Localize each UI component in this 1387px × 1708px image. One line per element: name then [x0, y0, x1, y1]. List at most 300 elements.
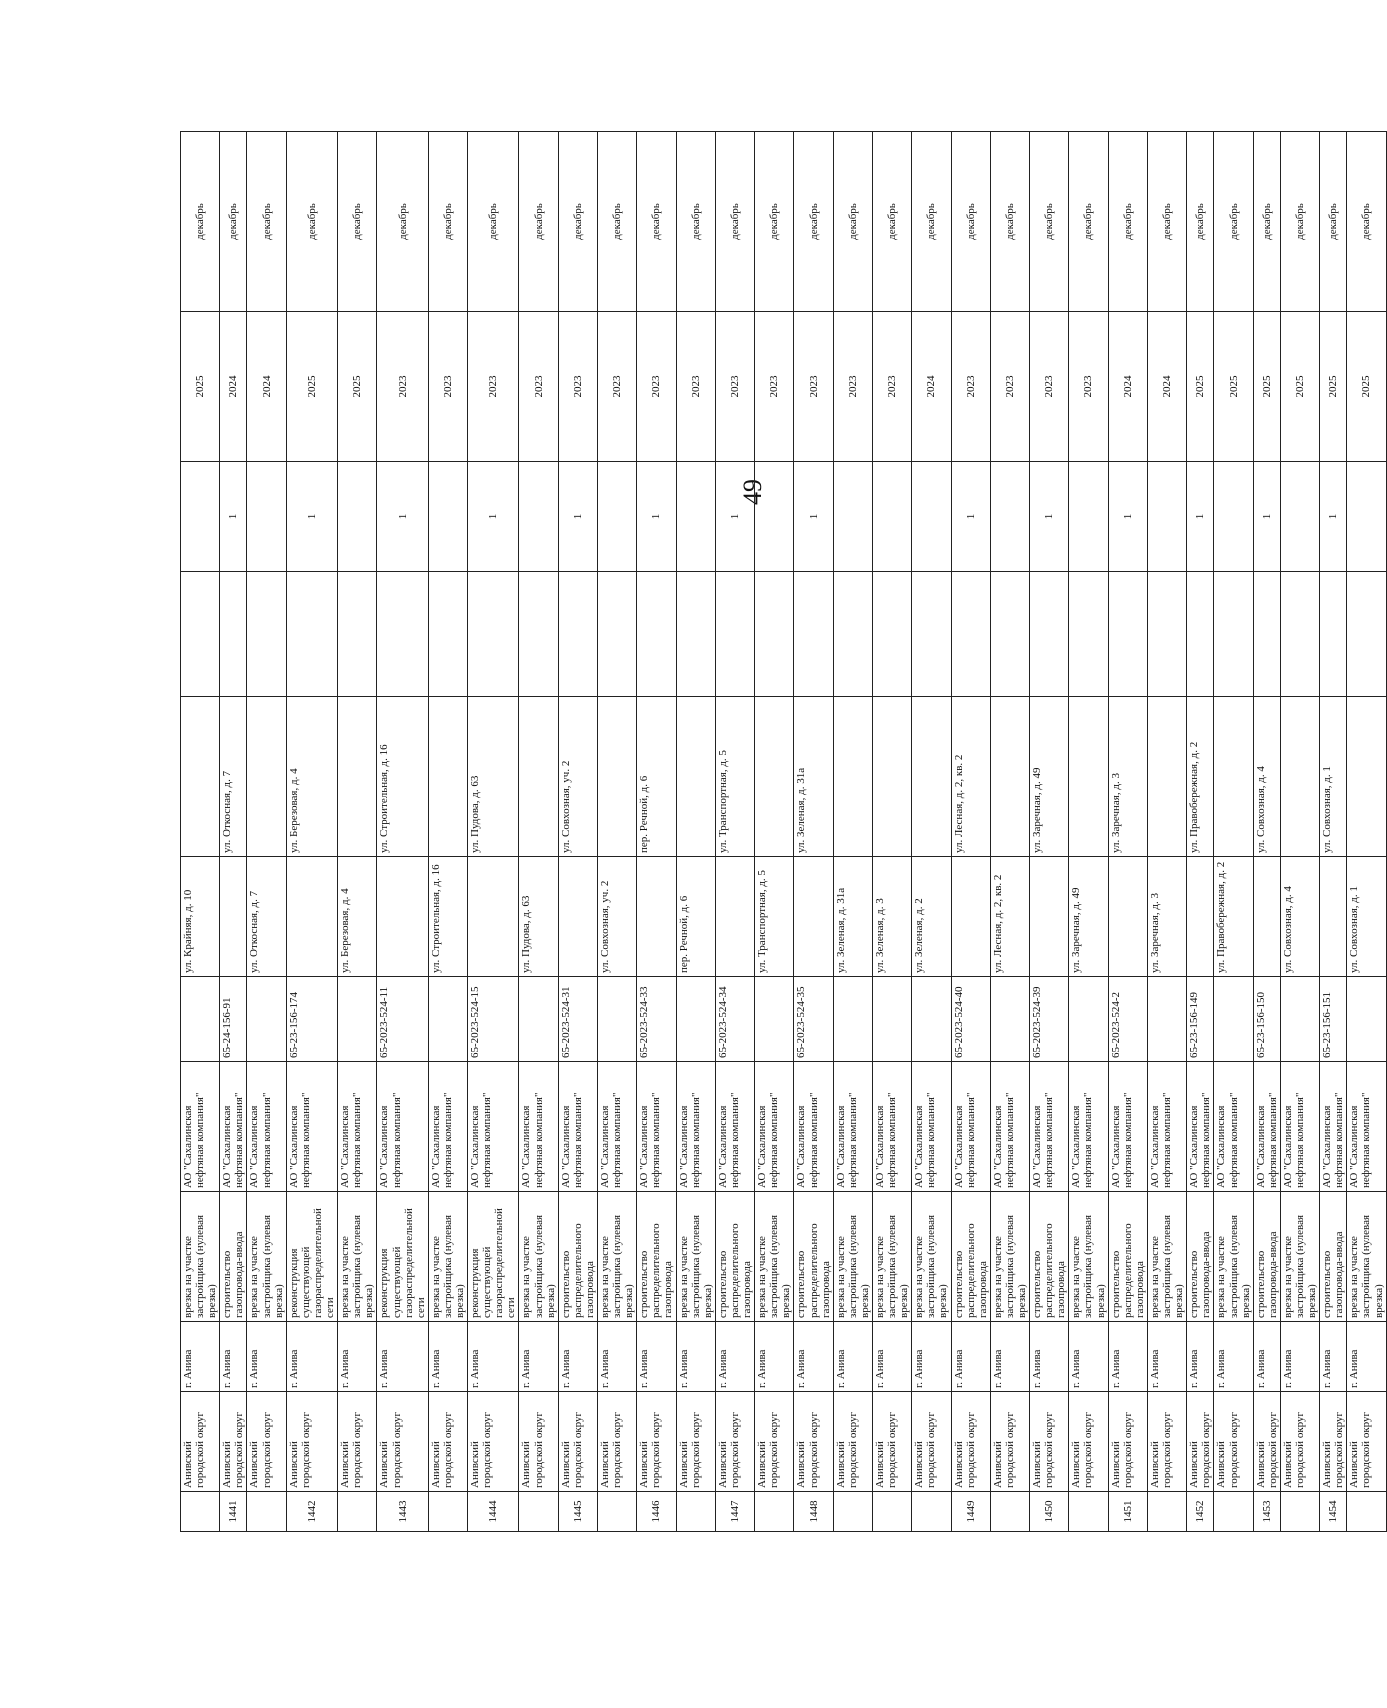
row-number: [1214, 1492, 1253, 1532]
work-type-cell: реконструкция существующей газораспределительной сети: [468, 1192, 519, 1322]
quantity-cell: 1: [286, 462, 337, 572]
year-cell: 2023: [519, 312, 558, 462]
address-cell: [558, 857, 597, 977]
table-row: [247, 132, 286, 1532]
okrug-cell: Анивский городской округ: [715, 1392, 754, 1492]
okrug-cell: Анивский городской округ: [558, 1392, 597, 1492]
empty-cell: [428, 572, 467, 697]
project-code-cell: 65-2023-524-2: [1108, 977, 1147, 1062]
quantity-cell: [990, 462, 1029, 572]
row-number: 1443: [377, 1492, 428, 1532]
okrug-cell: Анивский городской округ: [1030, 1392, 1069, 1492]
city-cell: г. Анива: [715, 1322, 754, 1392]
address-cell: ул. Правобережная, д. 2: [1214, 857, 1253, 977]
table-row: [1187, 132, 1214, 1532]
work-type-cell: строительство газопровода-ввода: [220, 1192, 247, 1322]
okrug-cell: Анивский городской округ: [286, 1392, 337, 1492]
city-cell: г. Анива: [1320, 1322, 1347, 1392]
city-cell: г. Анива: [286, 1322, 337, 1392]
project-code-cell: 65-2023-524-31: [558, 977, 597, 1062]
year-cell: 2025: [1320, 312, 1347, 462]
empty-cell: [990, 572, 1029, 697]
address-cell: [377, 857, 428, 977]
empty-cell: [468, 572, 519, 697]
city-cell: г. Анива: [1147, 1322, 1186, 1392]
month-cell: декабрь: [220, 132, 247, 312]
work-type-cell: врезка на участке застройщика (нулевая врезка): [755, 1192, 794, 1322]
table-row: [1280, 132, 1319, 1532]
table-row: [181, 132, 220, 1532]
table-row: [872, 132, 911, 1532]
work-type-cell: врезка на участке застройщика (нулевая врезка): [247, 1192, 286, 1322]
okrug-cell: Анивский городской округ: [1280, 1392, 1319, 1492]
okrug-cell: Анивский городской округ: [338, 1392, 377, 1492]
okrug-cell: Анивский городской округ: [1320, 1392, 1347, 1492]
month-cell: декабрь: [519, 132, 558, 312]
object-address-cell: [1347, 697, 1386, 857]
work-type-cell: врезка на участке застройщика (нулевая врезка): [1280, 1192, 1319, 1322]
year-cell: 2024: [1147, 312, 1186, 462]
object-address-cell: ул. Откосная, д. 7: [220, 697, 247, 857]
quantity-cell: [755, 462, 794, 572]
object-address-cell: [519, 697, 558, 857]
object-address-cell: [990, 697, 1029, 857]
table-row: [1147, 132, 1186, 1532]
object-address-cell: [181, 697, 220, 857]
okrug-cell: Анивский городской округ: [990, 1392, 1029, 1492]
okrug-cell: Анивский городской округ: [1347, 1392, 1386, 1492]
object-address-cell: [872, 697, 911, 857]
table-row: [558, 132, 597, 1532]
empty-cell: [519, 572, 558, 697]
empty-cell: [1147, 572, 1186, 697]
organization-cell: АО "Сахалинская нефтяная компания": [1214, 1062, 1253, 1192]
work-type-cell: строительство распределительного газопровода: [715, 1192, 754, 1322]
organization-cell: АО "Сахалинская нефтяная компания": [1030, 1062, 1069, 1192]
city-cell: г. Анива: [872, 1322, 911, 1392]
project-code-cell: 65-23-156-151: [1320, 977, 1347, 1062]
object-address-cell: пер. Речной, д. 6: [637, 697, 676, 857]
year-cell: 2023: [872, 312, 911, 462]
empty-cell: [1187, 572, 1214, 697]
organization-cell: АО "Сахалинская нефтяная компания": [468, 1062, 519, 1192]
empty-cell: [598, 572, 637, 697]
city-cell: г. Анива: [755, 1322, 794, 1392]
quantity-cell: [181, 462, 220, 572]
empty-cell: [755, 572, 794, 697]
city-cell: г. Анива: [794, 1322, 833, 1392]
work-type-cell: врезка на участке застройщика (нулевая врезка): [833, 1192, 872, 1322]
month-cell: декабрь: [181, 132, 220, 312]
project-code-cell: [519, 977, 558, 1062]
organization-cell: АО "Сахалинская нефтяная компания": [912, 1062, 951, 1192]
month-cell: декабрь: [247, 132, 286, 312]
table-row: [912, 132, 951, 1532]
row-number: [912, 1492, 951, 1532]
okrug-cell: Анивский городской округ: [1108, 1392, 1147, 1492]
city-cell: г. Анива: [468, 1322, 519, 1392]
table-row: [715, 132, 754, 1532]
address-cell: [1030, 857, 1069, 977]
table-row: [755, 132, 794, 1532]
city-cell: г. Анива: [598, 1322, 637, 1392]
project-code-cell: [181, 977, 220, 1062]
quantity-cell: 1: [1108, 462, 1147, 572]
row-number: [990, 1492, 1029, 1532]
row-number: 1454: [1320, 1492, 1347, 1532]
address-cell: [468, 857, 519, 977]
organization-cell: АО "Сахалинская нефтяная компания": [247, 1062, 286, 1192]
project-code-cell: 65-2023-524-33: [637, 977, 676, 1062]
table-row: [468, 132, 519, 1532]
row-number: 1453: [1253, 1492, 1280, 1532]
object-address-cell: ул. Березовая, д. 4: [286, 697, 337, 857]
work-type-cell: врезка на участке застройщика (нулевая врезка): [1147, 1192, 1186, 1322]
work-type-cell: врезка на участке застройщика (нулевая врезка): [338, 1192, 377, 1322]
empty-cell: [1320, 572, 1347, 697]
okrug-cell: Анивский городской округ: [872, 1392, 911, 1492]
project-code-cell: [338, 977, 377, 1062]
object-address-cell: ул. Совхозная, д. 4: [1253, 697, 1280, 857]
row-number: 1446: [637, 1492, 676, 1532]
city-cell: г. Анива: [990, 1322, 1029, 1392]
organization-cell: АО "Сахалинская нефтяная компания": [1147, 1062, 1186, 1192]
address-cell: [286, 857, 337, 977]
project-code-cell: [872, 977, 911, 1062]
okrug-cell: Анивский городской округ: [1187, 1392, 1214, 1492]
organization-cell: АО "Сахалинская нефтяная компания": [872, 1062, 911, 1192]
organization-cell: АО "Сахалинская нефтяная компания": [519, 1062, 558, 1192]
quantity-cell: 1: [1253, 462, 1280, 572]
city-cell: г. Анива: [1187, 1322, 1214, 1392]
quantity-cell: [912, 462, 951, 572]
quantity-cell: [598, 462, 637, 572]
document-table-area: [180, 132, 1385, 1532]
project-code-cell: [247, 977, 286, 1062]
year-cell: 2024: [912, 312, 951, 462]
object-address-cell: ул. Лесная, д. 2, кв. 2: [951, 697, 990, 857]
row-number: 1447: [715, 1492, 754, 1532]
row-number: [676, 1492, 715, 1532]
empty-cell: [1069, 572, 1108, 697]
okrug-cell: Анивский городской округ: [951, 1392, 990, 1492]
work-type-cell: реконструкция существующей газораспределительной сети: [286, 1192, 337, 1322]
city-cell: г. Анива: [338, 1322, 377, 1392]
quantity-cell: 1: [794, 462, 833, 572]
row-number: 1452: [1187, 1492, 1214, 1532]
city-cell: г. Анива: [912, 1322, 951, 1392]
address-cell: ул. Строительная, д. 16: [428, 857, 467, 977]
table-body: [181, 132, 1387, 1532]
okrug-cell: Анивский городской округ: [428, 1392, 467, 1492]
empty-cell: [247, 572, 286, 697]
organization-cell: АО "Сахалинская нефтяная компания": [951, 1062, 990, 1192]
month-cell: декабрь: [1320, 132, 1347, 312]
object-address-cell: [1214, 697, 1253, 857]
empty-cell: [286, 572, 337, 697]
row-number: 1441: [220, 1492, 247, 1532]
address-cell: [1320, 857, 1347, 977]
rotated-table-container: [180, 132, 1385, 1532]
table-row: [286, 132, 337, 1532]
row-number: [519, 1492, 558, 1532]
okrug-cell: Анивский городской округ: [377, 1392, 428, 1492]
year-cell: 2025: [286, 312, 337, 462]
table-row: [990, 132, 1029, 1532]
row-number: [833, 1492, 872, 1532]
address-cell: ул. Совхозная, д. 1: [1347, 857, 1386, 977]
quantity-cell: [1347, 462, 1386, 572]
table-row: [428, 132, 467, 1532]
row-number: [872, 1492, 911, 1532]
address-cell: [1253, 857, 1280, 977]
okrug-cell: Анивский городской округ: [755, 1392, 794, 1492]
city-cell: г. Анива: [181, 1322, 220, 1392]
organization-cell: АО "Сахалинская нефтяная компания": [181, 1062, 220, 1192]
address-cell: [1108, 857, 1147, 977]
work-type-cell: врезка на участке застройщика (нулевая врезка): [1214, 1192, 1253, 1322]
work-type-cell: врезка на участке застройщика (нулевая врезка): [912, 1192, 951, 1322]
year-cell: 2023: [1030, 312, 1069, 462]
row-number: [598, 1492, 637, 1532]
work-type-cell: строительство распределительного газопровода: [558, 1192, 597, 1322]
organization-cell: АО "Сахалинская нефтяная компания": [1069, 1062, 1108, 1192]
row-number: 1448: [794, 1492, 833, 1532]
year-cell: 2023: [377, 312, 428, 462]
okrug-cell: Анивский городской округ: [220, 1392, 247, 1492]
project-code-cell: 65-2023-524-40: [951, 977, 990, 1062]
quantity-cell: [833, 462, 872, 572]
okrug-cell: Анивский городской округ: [1253, 1392, 1280, 1492]
work-type-cell: строительство газопровода-ввода: [1253, 1192, 1280, 1322]
address-cell: ул. Откосная, д. 7: [247, 857, 286, 977]
city-cell: г. Анива: [1253, 1322, 1280, 1392]
address-cell: ул. Зеленая, д. 3: [872, 857, 911, 977]
table-row: [1253, 132, 1280, 1532]
work-type-cell: строительство распределительного газопровода: [637, 1192, 676, 1322]
organization-cell: АО "Сахалинская нефтяная компания": [990, 1062, 1029, 1192]
year-cell: 2023: [794, 312, 833, 462]
month-cell: декабрь: [755, 132, 794, 312]
organization-cell: АО "Сахалинская нефтяная компания": [598, 1062, 637, 1192]
row-number: 1444: [468, 1492, 519, 1532]
empty-cell: [1347, 572, 1386, 697]
empty-cell: [1030, 572, 1069, 697]
year-cell: 2025: [1280, 312, 1319, 462]
month-cell: декабрь: [1253, 132, 1280, 312]
object-address-cell: ул. Совхозная, д. 1: [1320, 697, 1347, 857]
city-cell: г. Анива: [1108, 1322, 1147, 1392]
object-address-cell: [912, 697, 951, 857]
project-code-cell: [755, 977, 794, 1062]
empty-cell: [794, 572, 833, 697]
okrug-cell: Анивский городской округ: [181, 1392, 220, 1492]
city-cell: г. Анива: [428, 1322, 467, 1392]
row-number: 1450: [1030, 1492, 1069, 1532]
work-type-cell: врезка на участке застройщика (нулевая врезка): [598, 1192, 637, 1322]
quantity-cell: 1: [468, 462, 519, 572]
city-cell: г. Анива: [1347, 1322, 1386, 1392]
work-type-cell: строительство газопровода-ввода: [1187, 1192, 1214, 1322]
year-cell: 2024: [1108, 312, 1147, 462]
project-code-cell: [912, 977, 951, 1062]
project-code-cell: 65-23-156-174: [286, 977, 337, 1062]
object-address-cell: [1069, 697, 1108, 857]
empty-cell: [1253, 572, 1280, 697]
organization-cell: АО "Сахалинская нефтяная компания": [637, 1062, 676, 1192]
table-row: [951, 132, 990, 1532]
organization-cell: АО "Сахалинская нефтяная компания": [1187, 1062, 1214, 1192]
month-cell: декабрь: [1187, 132, 1214, 312]
city-cell: г. Анива: [1280, 1322, 1319, 1392]
year-cell: 2023: [951, 312, 990, 462]
quantity-cell: [1069, 462, 1108, 572]
object-address-cell: ул. Пудова, д. 63: [468, 697, 519, 857]
month-cell: декабрь: [1214, 132, 1253, 312]
row-number: 1445: [558, 1492, 597, 1532]
empty-cell: [1108, 572, 1147, 697]
address-cell: ул. Березовая, д. 4: [338, 857, 377, 977]
year-cell: 2025: [1187, 312, 1214, 462]
address-cell: ул. Заречная, д. 3: [1147, 857, 1186, 977]
row-number: 1449: [951, 1492, 990, 1532]
address-cell: ул. Транспортная, д. 5: [755, 857, 794, 977]
address-cell: пер. Речной, д. 6: [676, 857, 715, 977]
organization-cell: АО "Сахалинская нефтяная компания": [286, 1062, 337, 1192]
year-cell: 2025: [1214, 312, 1253, 462]
month-cell: декабрь: [468, 132, 519, 312]
project-code-cell: 65-2023-524-15: [468, 977, 519, 1062]
work-type-cell: врезка на участке застройщика (нулевая врезка): [428, 1192, 467, 1322]
address-cell: ул. Заречная, д. 49: [1069, 857, 1108, 977]
work-type-cell: врезка на участке застройщика (нулевая врезка): [519, 1192, 558, 1322]
quantity-cell: [338, 462, 377, 572]
okrug-cell: Анивский городской округ: [1147, 1392, 1186, 1492]
month-cell: декабрь: [1347, 132, 1386, 312]
year-cell: 2025: [338, 312, 377, 462]
quantity-cell: [519, 462, 558, 572]
work-type-cell: строительство распределительного газопровода: [1108, 1192, 1147, 1322]
okrug-cell: Анивский городской округ: [912, 1392, 951, 1492]
object-address-cell: [676, 697, 715, 857]
project-code-cell: 65-23-156-149: [1187, 977, 1214, 1062]
row-number: 1442: [286, 1492, 337, 1532]
month-cell: декабрь: [338, 132, 377, 312]
empty-cell: [1214, 572, 1253, 697]
city-cell: г. Анива: [951, 1322, 990, 1392]
year-cell: 2023: [637, 312, 676, 462]
empty-cell: [220, 572, 247, 697]
organization-cell: АО "Сахалинская нефтяная компания": [428, 1062, 467, 1192]
address-cell: ул. Зеленая, д. 2: [912, 857, 951, 977]
address-cell: ул. Зеленая, д. 31а: [833, 857, 872, 977]
project-code-cell: 65-2023-524-39: [1030, 977, 1069, 1062]
organization-cell: АО "Сахалинская нефтяная компания": [794, 1062, 833, 1192]
quantity-cell: [872, 462, 911, 572]
month-cell: декабрь: [637, 132, 676, 312]
object-address-cell: ул. Заречная, д. 3: [1108, 697, 1147, 857]
empty-cell: [558, 572, 597, 697]
object-address-cell: ул. Строительная, д. 16: [377, 697, 428, 857]
empty-cell: [951, 572, 990, 697]
month-cell: декабрь: [1069, 132, 1108, 312]
object-address-cell: ул. Транспортная, д. 5: [715, 697, 754, 857]
quantity-cell: [1280, 462, 1319, 572]
city-cell: г. Анива: [1069, 1322, 1108, 1392]
address-cell: [794, 857, 833, 977]
project-code-cell: [428, 977, 467, 1062]
row-number: [755, 1492, 794, 1532]
quantity-cell: [428, 462, 467, 572]
year-cell: 2023: [833, 312, 872, 462]
quantity-cell: 1: [377, 462, 428, 572]
city-cell: г. Анива: [558, 1322, 597, 1392]
year-cell: 2023: [468, 312, 519, 462]
quantity-cell: 1: [1187, 462, 1214, 572]
table-row: [676, 132, 715, 1532]
project-code-cell: [833, 977, 872, 1062]
month-cell: декабрь: [377, 132, 428, 312]
month-cell: декабрь: [1030, 132, 1069, 312]
okrug-cell: Анивский городской округ: [637, 1392, 676, 1492]
city-cell: г. Анива: [519, 1322, 558, 1392]
empty-cell: [637, 572, 676, 697]
year-cell: 2024: [247, 312, 286, 462]
row-number: [181, 1492, 220, 1532]
month-cell: декабрь: [912, 132, 951, 312]
project-code-cell: 65-24-156-91: [220, 977, 247, 1062]
table-row: [1108, 132, 1147, 1532]
object-address-cell: ул. Заречная, д. 49: [1030, 697, 1069, 857]
month-cell: декабрь: [715, 132, 754, 312]
organization-cell: АО "Сахалинская нефтяная компания": [377, 1062, 428, 1192]
city-cell: г. Анива: [377, 1322, 428, 1392]
row-number: [1069, 1492, 1108, 1532]
address-cell: ул. Совхозная, д. 4: [1280, 857, 1319, 977]
object-address-cell: [598, 697, 637, 857]
table-row: [598, 132, 637, 1532]
month-cell: декабрь: [558, 132, 597, 312]
organization-cell: АО "Сахалинская нефтяная компания": [755, 1062, 794, 1192]
okrug-cell: Анивский городской округ: [247, 1392, 286, 1492]
row-number: [1147, 1492, 1186, 1532]
object-address-cell: ул. Правобережная, д. 2: [1187, 697, 1214, 857]
object-address-cell: [1280, 697, 1319, 857]
project-code-cell: [1069, 977, 1108, 1062]
table-row: [1347, 132, 1386, 1532]
project-code-cell: 65-2023-524-11: [377, 977, 428, 1062]
organization-cell: АО "Сахалинская нефтяная компания": [715, 1062, 754, 1192]
object-address-cell: [1147, 697, 1186, 857]
object-address-cell: [338, 697, 377, 857]
year-cell: 2023: [715, 312, 754, 462]
month-cell: декабрь: [951, 132, 990, 312]
address-cell: ул. Совхозная, уч. 2: [598, 857, 637, 977]
address-cell: [1187, 857, 1214, 977]
work-type-cell: строительство распределительного газопровода: [951, 1192, 990, 1322]
empty-cell: [912, 572, 951, 697]
empty-cell: [676, 572, 715, 697]
quantity-cell: 1: [220, 462, 247, 572]
object-address-cell: [833, 697, 872, 857]
year-cell: 2025: [181, 312, 220, 462]
year-cell: 2023: [1069, 312, 1108, 462]
year-cell: 2023: [558, 312, 597, 462]
project-code-cell: 65-2023-524-35: [794, 977, 833, 1062]
object-address-cell: [428, 697, 467, 857]
table-row: [220, 132, 247, 1532]
table-row: [338, 132, 377, 1532]
